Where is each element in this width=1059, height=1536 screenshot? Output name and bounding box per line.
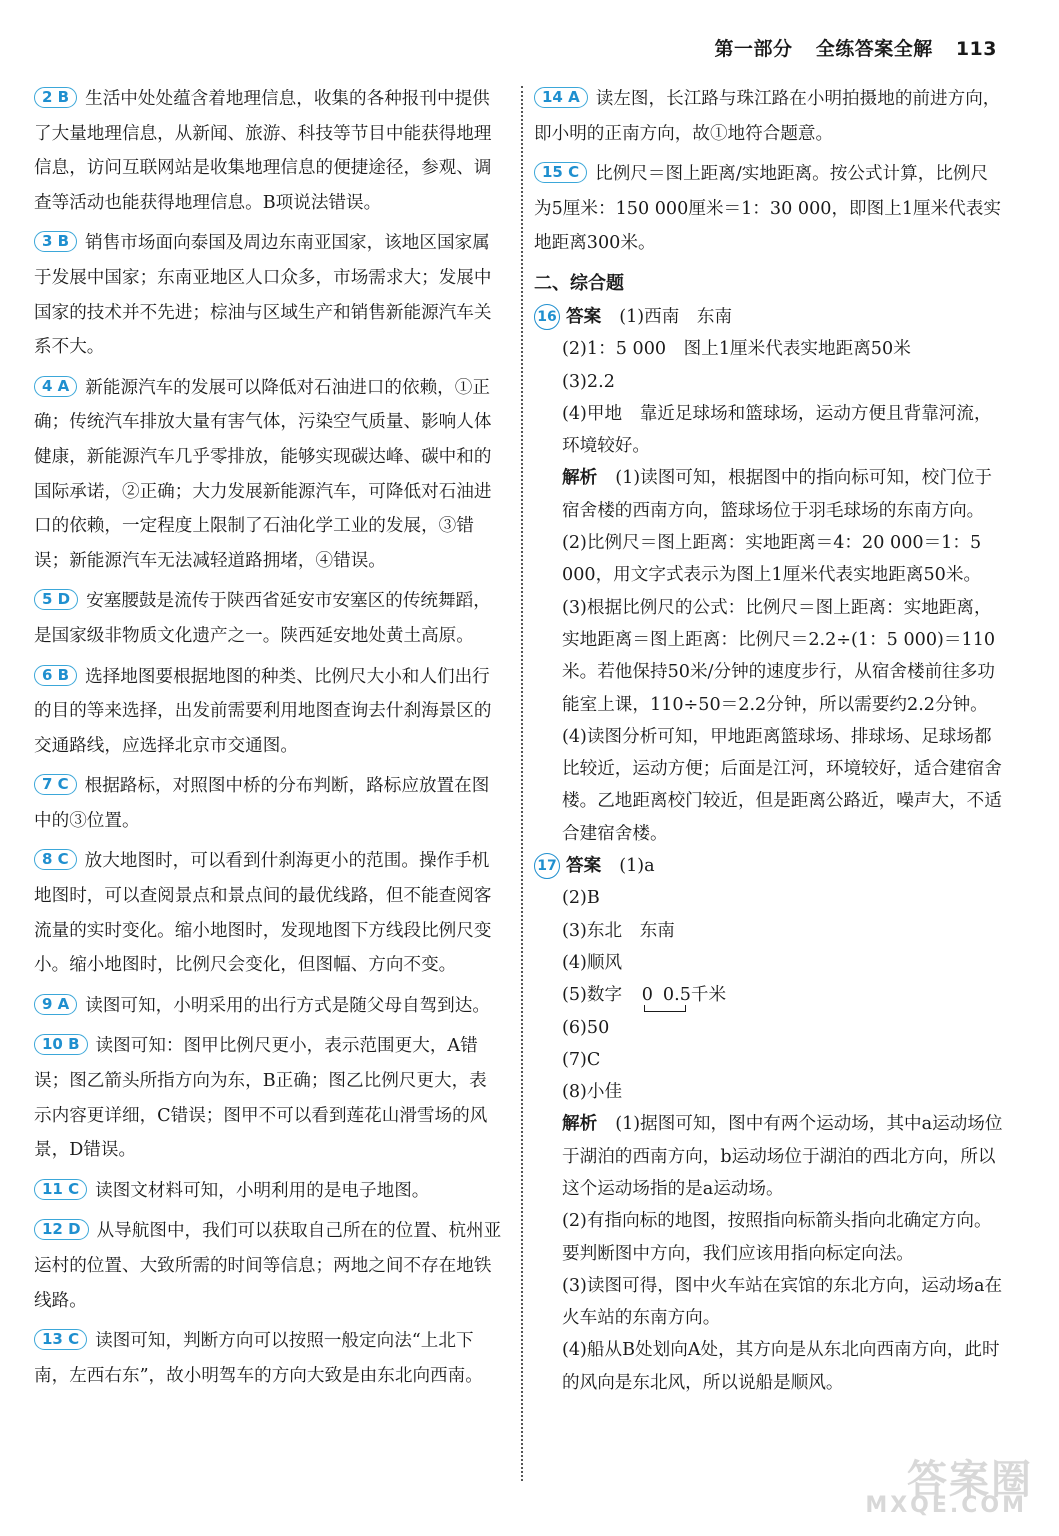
analysis-line: (1)据图可知，图中有两个运动场，其中a运动场位于湖泊的西南方向，b运动场位于湖泊的西北方向，所以这个运动场指的是a运动场。 bbox=[562, 1114, 1003, 1199]
answer-item bbox=[34, 844, 502, 982]
analysis-tag: 解析 bbox=[562, 1114, 598, 1135]
page-header bbox=[699, 34, 997, 61]
answer-badge: 11 C bbox=[34, 1179, 87, 1200]
answer-line: (8)小佳 bbox=[562, 1082, 623, 1103]
watermark-text: 答案圈 bbox=[907, 1457, 1033, 1503]
analysis-line: (1)读图可知，根据图中的指向标可知，校门位于宿舍楼的西南方向，篮球场位于羽毛球场的东南方向。 bbox=[562, 468, 993, 521]
answer-item bbox=[34, 82, 502, 220]
answer-text: 读图文材料可知，小明利用的是电子地图。 bbox=[95, 1180, 430, 1201]
answer-text: 放大地图时，可以看到什刹海更小的范围。操作手机地图时，可以查阅景点和景点间的最优线路，但不能查阅客流量的实时变化。缩小地图时，发现地图下方线段比例尺变小。缩小地图时，比例尺会变化，但图幅、方向不变。 bbox=[34, 851, 492, 976]
answer-badge: 13 C bbox=[34, 1329, 87, 1350]
answer-item bbox=[34, 1324, 502, 1393]
scale-label: 0.5千米 bbox=[662, 985, 727, 1006]
analysis-line: (4)船从B处划向A处，其方向是从东北向西南方向，此时的风向是东北风，所以说船是顺风。 bbox=[562, 1340, 1000, 1393]
analysis-tag: 解析 bbox=[562, 468, 598, 489]
answer-text: 比例尺＝图上距离/实地距离。按公式计算，比例尺为5厘米：150 000厘米＝1：30 000，即图上1厘米代表实地距离300米。 bbox=[534, 164, 1001, 254]
answer-badge: 4 A bbox=[34, 376, 77, 397]
answer-line: (3)2.2 bbox=[562, 371, 615, 392]
line-scale bbox=[642, 979, 726, 1011]
answer-badge: 14 A bbox=[534, 87, 588, 108]
answer-text: 新能源汽车的发展可以降低对石油进口的依赖，①正确；传统汽车排放大量有害气体，污染空气质量、影响人体健康，新能源汽车几乎零排放，能够实现碳达峰、碳中和的国际承诺，②正确；大力发展新能源汽车，可降低对石油进口的依赖，一定程度上限制了石油化学工业的发展，③错误；新能源汽车无法减轻道路拥堵，④错误。 bbox=[34, 377, 492, 571]
answer-line: (7)C bbox=[562, 1049, 601, 1070]
question-number: 16 bbox=[534, 304, 560, 330]
answer-tag: 答案 bbox=[566, 856, 602, 877]
answer-item bbox=[34, 1214, 502, 1318]
answer-badge: 7 C bbox=[34, 774, 77, 795]
scale-zero: 0 bbox=[641, 985, 653, 1006]
answer-item bbox=[34, 769, 502, 838]
answer-badge: 8 C bbox=[34, 849, 77, 870]
answer-badge: 5 D bbox=[34, 589, 78, 610]
scale-bar bbox=[644, 1005, 686, 1012]
answer-item bbox=[34, 584, 502, 653]
question-16 bbox=[534, 301, 1004, 850]
answer-line: (1)西南 东南 bbox=[619, 306, 733, 327]
answer-item bbox=[34, 371, 502, 579]
answer-badge: 3 B bbox=[34, 231, 77, 252]
answer-text: 读图可知，判断方向可以按照一般定向法“上北下南，左西右东”，故小明驾车的方向大致是由东北向西南。 bbox=[34, 1331, 483, 1386]
answer-line-scale bbox=[534, 979, 1004, 1011]
answer-text: 生活中处处蕴含着地理信息，收集的各种报刊中提供了大量地理信息，从新闻、旅游、科技等节目中能获得地理信息，访问互联网站是收集地理信息的便捷途径，参观、调查等活动也能获得地理信息。B项说法错误。 bbox=[34, 89, 492, 213]
answer-badge: 2 B bbox=[34, 87, 77, 108]
header-part: 第一部分 bbox=[714, 38, 793, 60]
answer-text: 选择地图要根据地图的种类、比例尺大小和人们出行的目的等来选择，出发前需要利用地图查询去什刹海景区的交通路线，应选择北京市交通图。 bbox=[34, 666, 492, 756]
answer-line: (5)数字 bbox=[562, 985, 623, 1006]
answer-line: (2)1：5 000 图上1厘米代表实地距离50米 bbox=[562, 339, 911, 360]
answer-item bbox=[534, 82, 1004, 151]
question-17 bbox=[534, 850, 1004, 1399]
answer-text: 读左图，长江路与珠江路在小明拍摄地的前进方向，即小明的正南方向，故①地符合题意。 bbox=[534, 89, 1001, 144]
section-heading: 二、综合题 bbox=[534, 272, 624, 294]
answer-item bbox=[34, 660, 502, 764]
column-divider bbox=[521, 86, 523, 1481]
answer-line: (6)50 bbox=[562, 1017, 610, 1038]
left-column bbox=[34, 82, 502, 1399]
answer-text: 读图可知，小明采用的出行方式是随父母自驾到达。 bbox=[85, 995, 490, 1016]
watermark-logo bbox=[843, 1448, 1033, 1518]
analysis-line: (3)根据比例尺的公式：比例尺＝图上距离：实地距离，实地距离＝图上距离：比例尺＝2.2÷(1：5 000)＝110米。若他保持50米/分钟的速度步行，从宿舍楼前往多功能室上课，110÷50＝2.2分钟，所以需要约2.2分钟。 bbox=[562, 597, 996, 715]
answer-line: (3)东北 东南 bbox=[562, 920, 675, 941]
answer-item bbox=[534, 157, 1004, 261]
watermark-url: MXQE.COM bbox=[865, 1493, 1027, 1518]
answer-line: (1)a bbox=[619, 856, 655, 877]
answer-line: (4)顺风 bbox=[562, 952, 623, 973]
header-title: 全练答案全解 bbox=[815, 38, 933, 60]
answer-item bbox=[34, 1029, 502, 1167]
answer-text: 销售市场面向泰国及周边东南亚国家，该地区国家属于发展中国家；东南亚地区人口众多，市场需求大；发展中国家的技术并不先进；棕油与区域生产和销售新能源汽车关系不大。 bbox=[34, 233, 492, 358]
answer-item bbox=[34, 1174, 502, 1209]
analysis-line: (4)读图分析可知，甲地距离篮球场、排球场、足球场都比较近，运动方便；后面是江河，环境较好，适合建宿舍楼。乙地距离校门较近，但是距离公路近，噪声大，不适合建宿舍楼。 bbox=[562, 726, 1002, 844]
answer-text: 读图可知：图甲比例尺更小，表示范围更大，A错误；图乙箭头所指方向为东，B正确；图乙比例尺更大，表示内容更详细，C错误；图甲不可以看到莲花山滑雪场的风景，D错误。 bbox=[34, 1036, 488, 1161]
answer-badge: 9 A bbox=[34, 994, 77, 1015]
question-number: 17 bbox=[534, 853, 560, 879]
analysis-line: (3)读图可得，图中火车站在宾馆的东北方向，运动场a在火车站的东南方向。 bbox=[562, 1275, 1003, 1329]
right-column bbox=[534, 82, 1004, 1399]
answer-item bbox=[34, 989, 502, 1024]
answer-badge: 15 C bbox=[534, 162, 587, 183]
answer-item bbox=[34, 226, 502, 364]
answer-badge: 12 D bbox=[34, 1219, 89, 1240]
answer-text: 根据路标，对照图中桥的分布判断，路标应放置在图中的③位置。 bbox=[34, 776, 490, 831]
answer-tag: 答案 bbox=[566, 306, 602, 327]
answer-line: (2)B bbox=[562, 888, 600, 909]
answer-badge: 6 B bbox=[34, 665, 77, 686]
answer-text: 安塞腰鼓是流传于陕西省延安市安塞区的传统舞蹈，是国家级非物质文化遗产之一。陕西延安地处黄土高原。 bbox=[34, 591, 491, 646]
analysis-line: (2)有指向标的地图，按照指向标箭头指向北确定方向。要判断图中方向，我们应该用指向标定向法。 bbox=[562, 1211, 992, 1264]
answer-text: 从导航图中，我们可以获取自己所在的位置、杭州亚运村的位置、大致所需的时间等信息；两地之间不存在地铁线路。 bbox=[34, 1221, 502, 1311]
page-number: 113 bbox=[955, 38, 997, 60]
answer-badge: 10 B bbox=[34, 1034, 88, 1055]
answer-line: (4)甲地 靠近足球场和篮球场，运动方便且背靠河流，环境较好。 bbox=[562, 403, 992, 457]
analysis-line: (2)比例尺＝图上距离：实地距离＝4：20 000＝1：5 000，用文字式表示为图上1厘米代表实地距离50米。 bbox=[562, 533, 982, 586]
